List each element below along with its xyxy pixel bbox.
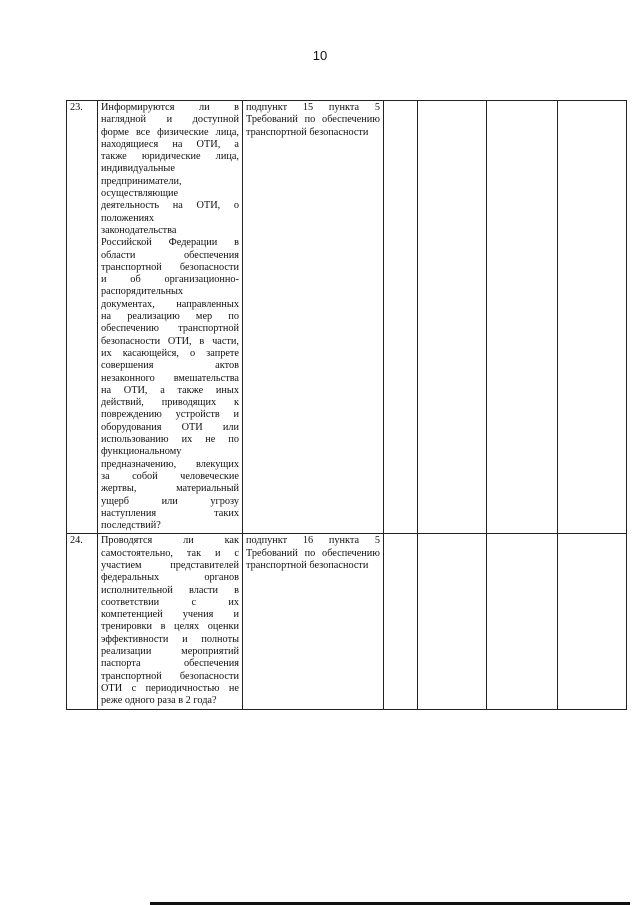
reference-line: транспортной безопасности: [246, 126, 369, 138]
checklist-row: [67, 101, 627, 534]
answer-cell-1: [384, 534, 418, 709]
question-line: последствий?: [101, 520, 161, 532]
question-line: на ОТИ, а также иных: [101, 384, 239, 396]
question-line: предназначению, влекущих: [101, 458, 239, 470]
question-line: оборудования ОТИ или: [101, 421, 239, 433]
question-line: за собой человеческие: [101, 470, 239, 482]
checklist-table: [66, 100, 627, 710]
reference-line: транспортной безопасности: [246, 559, 369, 571]
reference-line: Требований по обеспечению: [246, 547, 380, 559]
reference-line: подпункт 16 пункта 5: [246, 535, 380, 547]
question-line: транспортной безопасности: [101, 261, 239, 273]
question-line: форме все физические лица,: [101, 126, 239, 138]
page-number: 10: [312, 48, 328, 63]
question-line: области обеспечения: [101, 249, 239, 261]
question-line: ущерб или угрозу: [101, 495, 239, 507]
question-line: реже одного раза в 2 года?: [101, 695, 217, 707]
question-line: исполнительной власти в: [101, 584, 239, 596]
question-line: безопасности ОТИ, в части,: [101, 335, 239, 347]
question-line: федеральных органов: [101, 572, 239, 584]
question-line: документах, направленных: [101, 298, 239, 310]
reference-line: Требований по обеспечению: [246, 114, 380, 126]
question-line: участием представителей: [101, 559, 239, 571]
question-cell: [98, 534, 243, 709]
question-line: паспорта обеспечения: [101, 658, 239, 670]
reference-cell: [243, 101, 384, 534]
question-line: функциональному: [101, 446, 182, 458]
checklist-row: [67, 534, 627, 709]
question-line: реализации мероприятий: [101, 646, 239, 658]
checklist-body: [67, 101, 627, 710]
row-number: 23.: [67, 101, 98, 534]
question-line: на реализацию мер по: [101, 311, 239, 323]
question-line: соответствии с их: [101, 596, 239, 608]
question-line: Информируются ли в: [101, 102, 239, 113]
question-line: Проводятся ли как: [101, 535, 239, 547]
question-line: действий, приводящих к: [101, 397, 239, 409]
question-line: индивидуальные: [101, 163, 175, 175]
question-line: самостоятельно, так и с: [101, 547, 239, 559]
question-line: использованию их не по: [101, 434, 239, 446]
question-line: и об организационно-: [101, 274, 239, 286]
answer-cell-4: [558, 534, 627, 709]
answer-cell-2: [418, 101, 487, 534]
row-number: 24.: [67, 534, 98, 709]
question-line: находящиеся на ОТИ, а: [101, 138, 239, 150]
answer-cell-3: [487, 101, 558, 534]
question-line: транспортной безопасности: [101, 670, 239, 682]
question-line: законодательства: [101, 224, 177, 236]
answer-cell-1: [384, 101, 418, 534]
question-line: осуществляющие: [101, 188, 179, 200]
question-line: деятельность на ОТИ, о: [101, 200, 239, 212]
question-line: Российской Федерации в: [101, 237, 239, 249]
question-line: положениях: [101, 212, 155, 224]
reference-line: подпункт 15 пункта 5: [246, 102, 380, 113]
question-line: повреждению устройств и: [101, 409, 239, 421]
question-line: предприниматели,: [101, 175, 182, 187]
question-line: ОТИ с периодичностью не: [101, 682, 239, 694]
answer-cell-2: [418, 534, 487, 709]
question-line: совершения актов: [101, 360, 239, 372]
question-line: тренировки в целях оценки: [101, 621, 239, 633]
question-line: компетенцией учения и: [101, 609, 239, 621]
reference-cell: [243, 534, 384, 709]
question-line: наглядной и доступной: [101, 114, 239, 126]
question-line: эффективности и полноты: [101, 633, 239, 645]
question-cell: [98, 101, 243, 534]
answer-cell-3: [487, 534, 558, 709]
answer-cell-4: [558, 101, 627, 534]
question-line: незаконного вмешательства: [101, 372, 239, 384]
question-line: обеспечению транспортной: [101, 323, 239, 335]
question-line: жертвы, материальный: [101, 483, 239, 495]
question-line: распорядительных: [101, 286, 184, 298]
question-line: наступления таких: [101, 507, 239, 519]
question-line: также юридические лица,: [101, 151, 239, 163]
question-line: их касающейся, о запрете: [101, 347, 239, 359]
